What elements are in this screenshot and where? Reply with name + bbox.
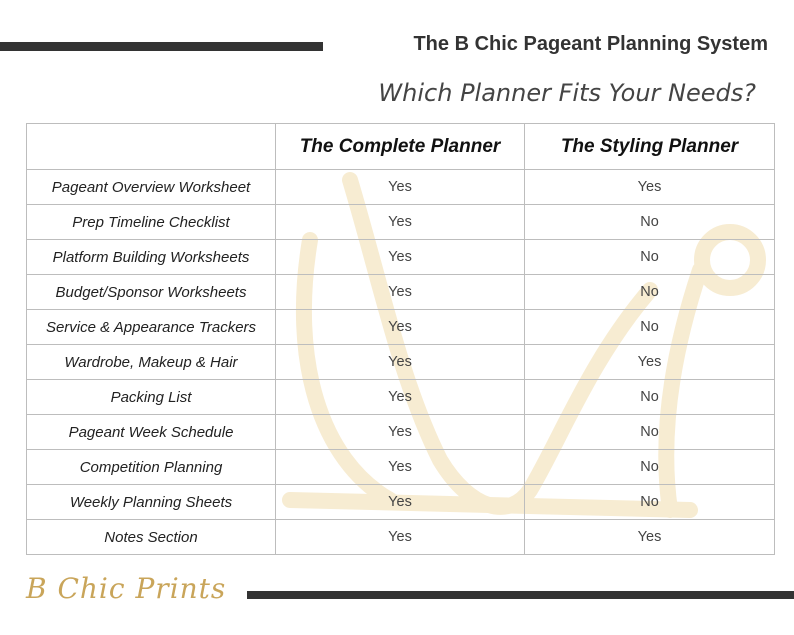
table-row	[27, 345, 775, 380]
feature-label: Competition Planning	[27, 450, 276, 485]
table-row	[27, 275, 775, 310]
corner-header	[27, 124, 276, 170]
feature-label: Weekly Planning Sheets	[27, 485, 276, 520]
feature-label: Pageant Overview Worksheet	[27, 170, 276, 205]
styling-value: Yes	[525, 520, 775, 555]
brand-logo: B Chic Prints	[26, 572, 227, 605]
complete-value: Yes	[276, 485, 525, 520]
table-row	[27, 485, 775, 520]
feature-label: Wardrobe, Makeup & Hair	[27, 345, 276, 380]
complete-value: Yes	[276, 205, 525, 240]
bottom-divider-bar	[247, 591, 794, 599]
complete-value: Yes	[276, 520, 525, 555]
complete-value: Yes	[276, 380, 525, 415]
table-row	[27, 240, 775, 275]
feature-label: Notes Section	[27, 520, 276, 555]
styling-value: No	[525, 450, 775, 485]
table-row	[27, 415, 775, 450]
table-row	[27, 205, 775, 240]
planner-comparison-table	[26, 123, 775, 555]
styling-value: Yes	[525, 170, 775, 205]
complete-value: Yes	[276, 450, 525, 485]
table-header-row	[27, 124, 775, 170]
column-header-styling: The Styling Planner	[525, 124, 775, 170]
table-row	[27, 380, 775, 415]
styling-value: No	[525, 485, 775, 520]
complete-value: Yes	[276, 415, 525, 450]
feature-label: Service & Appearance Trackers	[27, 310, 276, 345]
styling-value: No	[525, 275, 775, 310]
complete-value: Yes	[276, 240, 525, 275]
complete-value: Yes	[276, 275, 525, 310]
page-title: The B Chic Pageant Planning System	[413, 33, 768, 55]
table-row	[27, 310, 775, 345]
table-row	[27, 520, 775, 555]
styling-value: No	[525, 240, 775, 275]
complete-value: Yes	[276, 345, 525, 380]
feature-label: Packing List	[27, 380, 276, 415]
table-row	[27, 170, 775, 205]
feature-label: Pageant Week Schedule	[27, 415, 276, 450]
feature-label: Budget/Sponsor Worksheets	[27, 275, 276, 310]
styling-value: No	[525, 205, 775, 240]
top-divider-bar	[0, 42, 323, 51]
styling-value: No	[525, 415, 775, 450]
page-subtitle: Which Planner Fits Your Needs?	[378, 79, 756, 107]
complete-value: Yes	[276, 310, 525, 345]
feature-label: Platform Building Worksheets	[27, 240, 276, 275]
feature-label: Prep Timeline Checklist	[27, 205, 276, 240]
styling-value: Yes	[525, 345, 775, 380]
table-row	[27, 450, 775, 485]
styling-value: No	[525, 380, 775, 415]
complete-value: Yes	[276, 170, 525, 205]
column-header-complete: The Complete Planner	[276, 124, 525, 170]
styling-value: No	[525, 310, 775, 345]
